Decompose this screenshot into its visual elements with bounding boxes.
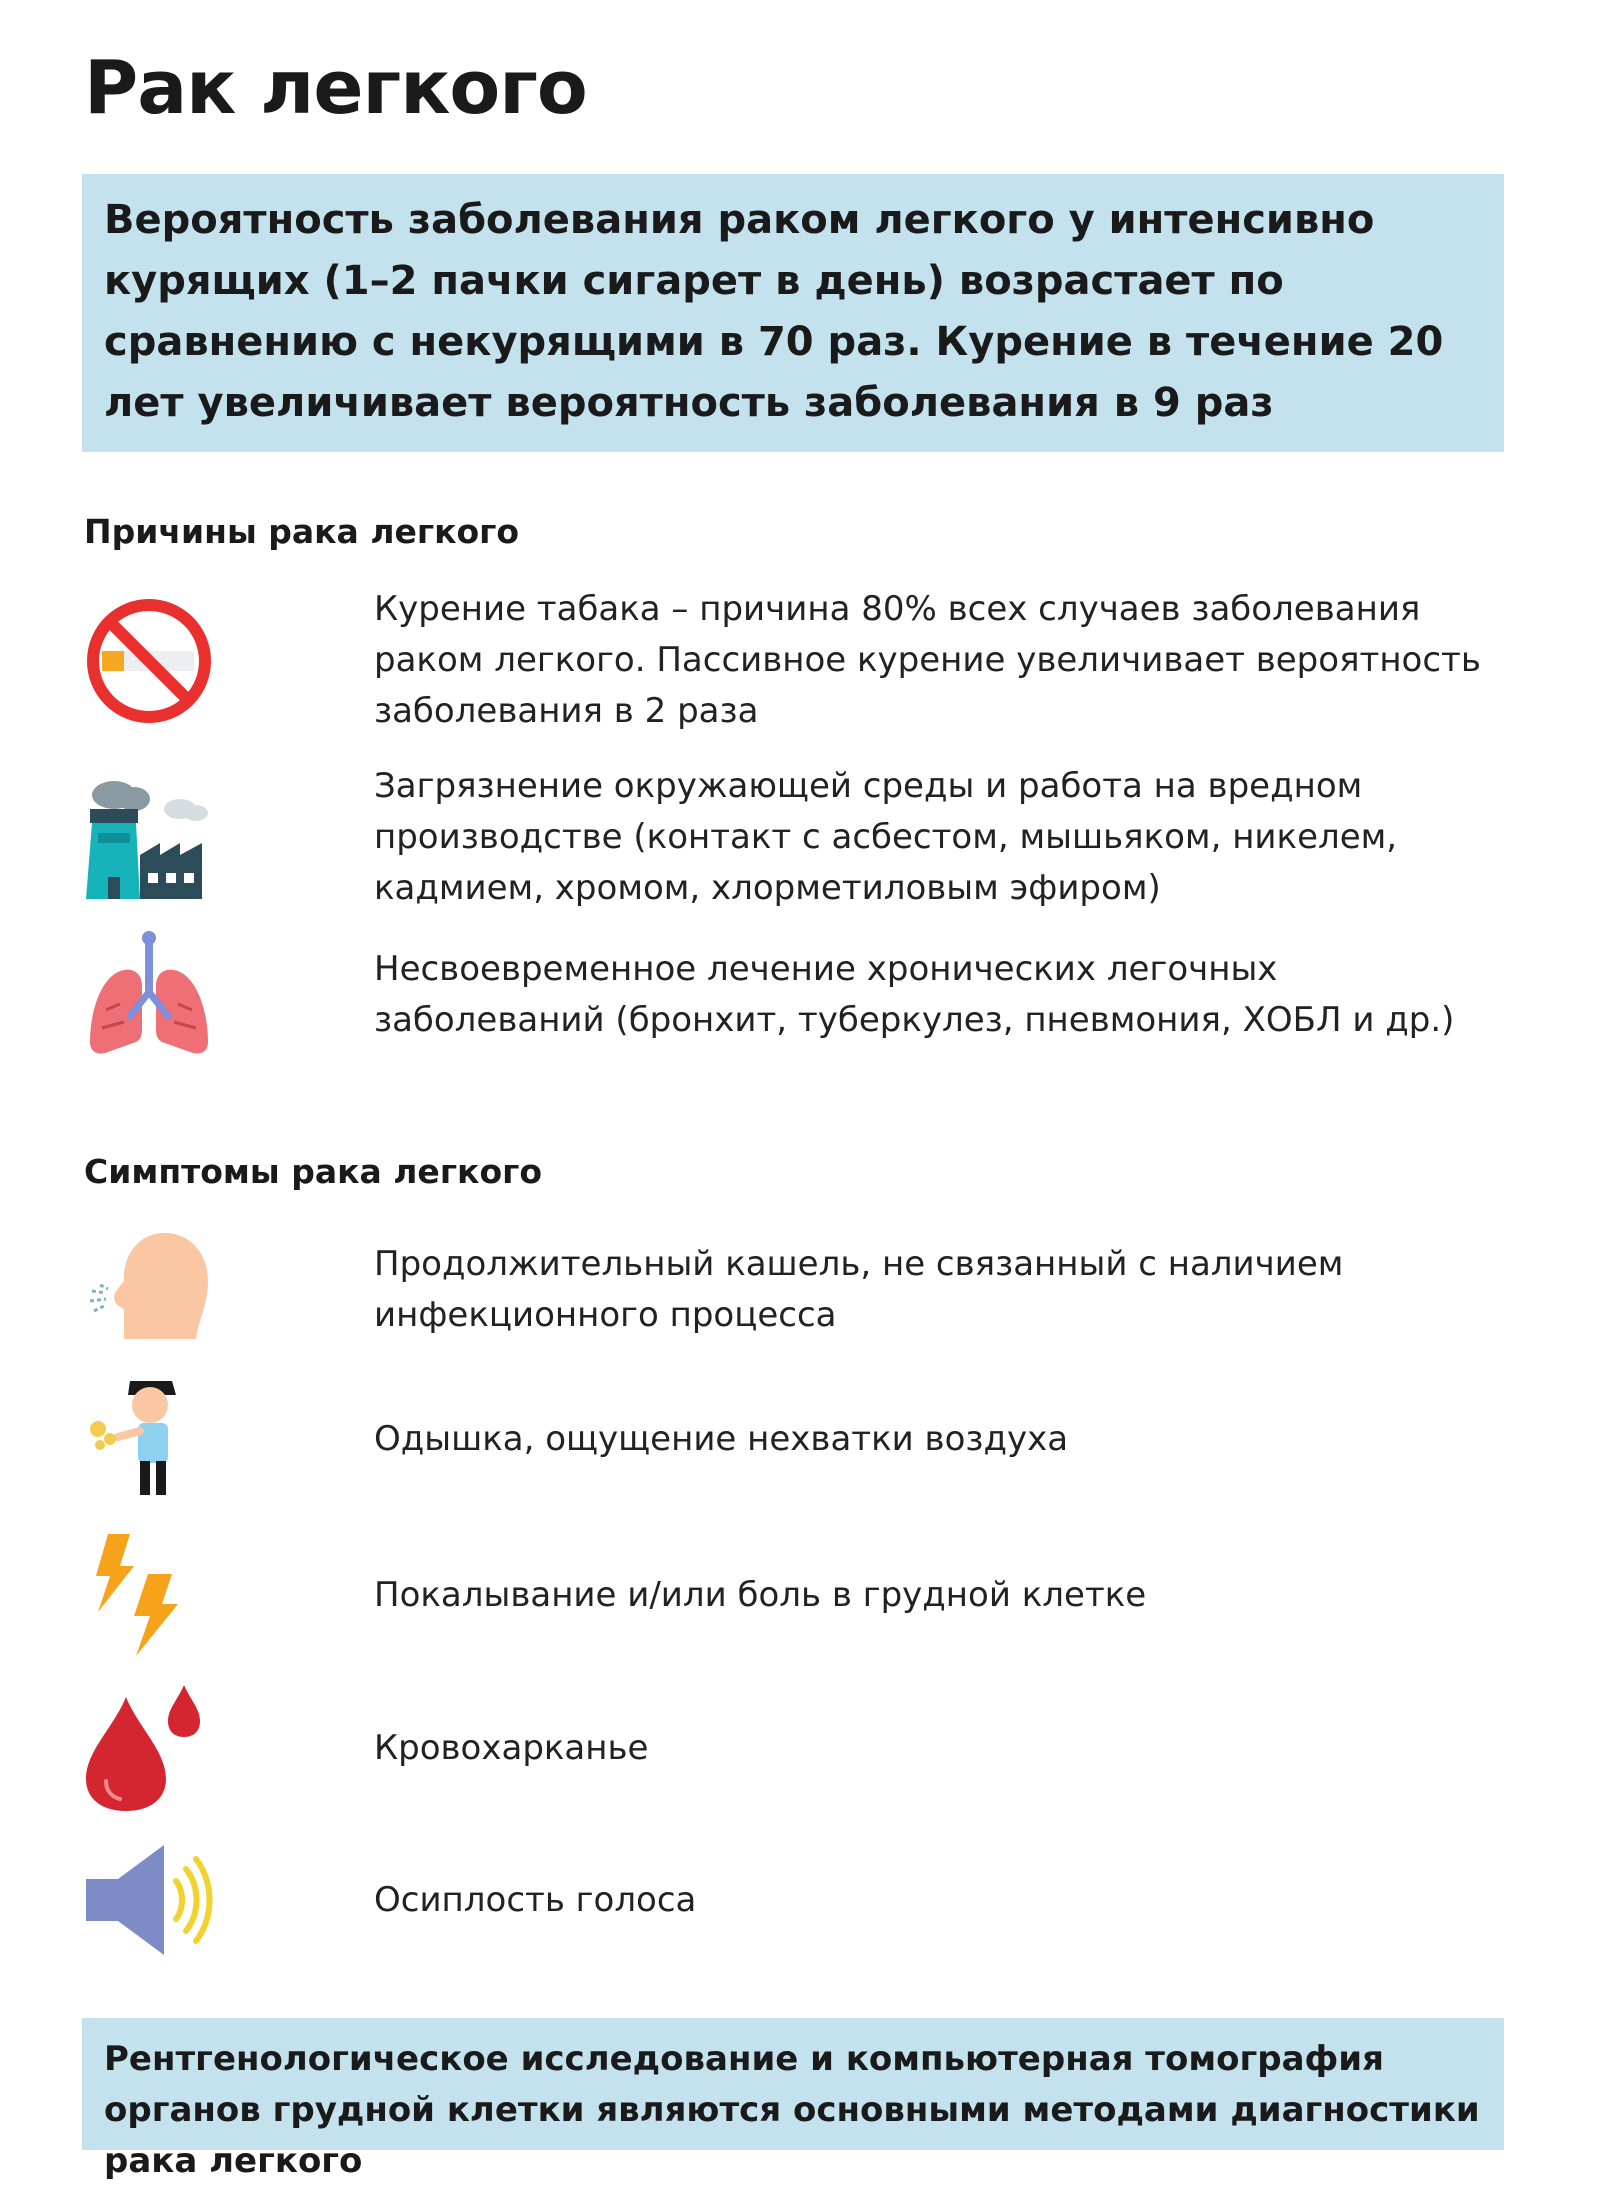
symptom-text: Одышка, ощущение нехватки воздуха bbox=[374, 1419, 1069, 1459]
cause-text: Курение табака – причина 80% всех случаев заболевания раком легкого. Пассивное курение увеличивает вероятность заболевания в 2 раза bbox=[374, 589, 1481, 731]
cause-item bbox=[84, 578, 1504, 743]
short-of-breath-person-icon bbox=[84, 1372, 374, 1507]
intro-text: Вероятность заболевания раком легкого у интенсивно курящих (1–2 пачки сигарет в день) возрастает по сравнению с некурящими в 70 раз. Курение в течение 20 лет увеличивает вероятность заболевания в 9 раз bbox=[104, 197, 1444, 426]
conclusion-callout bbox=[82, 2018, 1504, 2181]
causes-heading: Причины рака легкого bbox=[84, 512, 520, 551]
symptom-text: Осиплость голоса bbox=[374, 1879, 697, 1920]
coughing-head-icon bbox=[84, 1225, 374, 1355]
cause-item bbox=[84, 755, 1504, 920]
symptom-text: Покалывание и/или боль в грудной клетке bbox=[374, 1574, 1147, 1615]
cause-text: Несвоевременное лечение хронических легочных заболеваний (бронхит, туберкулез, пневмония, ХОБЛ и др.) bbox=[374, 949, 1455, 1040]
page-title: Рак легкого bbox=[84, 45, 587, 131]
intro-callout bbox=[82, 174, 1504, 452]
cause-text: Загрязнение окружающей среды и работа на вредном производстве (контакт с асбестом, мышьяком, никелем, кадмием, хромом, хлорметиловым эфиром) bbox=[374, 766, 1398, 908]
conclusion-text: Рентгенологическое исследование и компьютерная томография органов грудной клетки являются основными методами диагностики рака легкого bbox=[104, 2039, 1480, 2181]
symptoms-heading: Симптомы рака легкого bbox=[84, 1152, 543, 1191]
symptom-item bbox=[84, 1372, 1504, 1507]
symptom-item bbox=[84, 1835, 1504, 1965]
blood-drops-icon bbox=[84, 1683, 374, 1813]
symptom-item bbox=[84, 1525, 1504, 1665]
symptom-item bbox=[84, 1225, 1504, 1355]
symptom-item bbox=[84, 1683, 1504, 1813]
lightning-pain-icon bbox=[84, 1525, 374, 1665]
no-smoking-icon bbox=[84, 578, 374, 743]
cause-item bbox=[84, 930, 1504, 1060]
symptom-text: Кровохарканье bbox=[374, 1727, 649, 1768]
lungs-icon bbox=[84, 930, 374, 1060]
speaker-sound-icon bbox=[84, 1835, 374, 1965]
factory-icon bbox=[84, 755, 374, 920]
symptom-text: Продолжительный кашель, не связанный с наличием инфекционного процесса bbox=[374, 1244, 1344, 1335]
